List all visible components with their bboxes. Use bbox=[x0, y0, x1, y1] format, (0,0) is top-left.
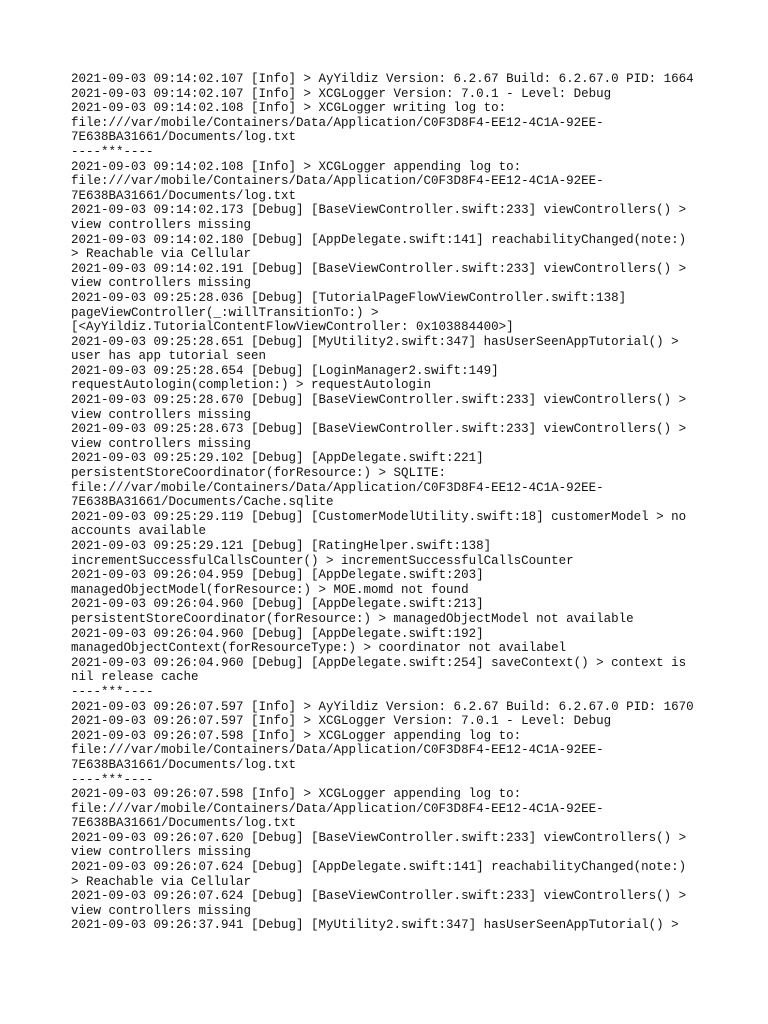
log-line: incrementSuccessfulCallsCounter() > incrementSuccessfulCallsCounter bbox=[71, 553, 574, 568]
log-line: 2021-09-03 09:25:28.673 [Debug] [BaseViewController.swift:233] viewControllers() > bbox=[71, 422, 687, 437]
log-text-block bbox=[71, 72, 711, 933]
log-line: view controllers missing bbox=[71, 276, 252, 291]
log-line: 7E638BA31661/Documents/Cache.sqlite bbox=[71, 495, 334, 510]
log-line: 2021-09-03 09:14:02.107 [Info] > AyYildiz Version: 6.2.67 Build: 6.2.67.0 PID: 1664 bbox=[71, 72, 694, 86]
log-line: managedObjectContext(forResourceType:) > coordinator not availabel bbox=[71, 641, 567, 656]
log-line: 2021-09-03 09:26:07.624 [Debug] [BaseViewController.swift:233] viewControllers() > bbox=[71, 889, 687, 904]
log-line: 2021-09-03 09:25:29.102 [Debug] [AppDelegate.swift:221] bbox=[71, 451, 484, 466]
log-line: 2021-09-03 09:25:28.654 [Debug] [LoginManager2.swift:149] bbox=[71, 363, 499, 378]
log-line: 7E638BA31661/Documents/log.txt bbox=[71, 757, 297, 772]
log-line: 2021-09-03 09:25:29.119 [Debug] [CustomerModelUtility.swift:18] customerModel > no bbox=[71, 509, 687, 524]
log-line: 2021-09-03 09:14:02.191 [Debug] [BaseViewController.swift:233] viewControllers() > bbox=[71, 261, 687, 276]
log-line: 2021-09-03 09:26:04.960 [Debug] [AppDelegate.swift:192] bbox=[71, 626, 484, 641]
log-line: file:///var/mobile/Containers/Data/Application/C0F3D8F4-EE12-4C1A-92EE- bbox=[71, 480, 604, 495]
log-line: > Reachable via Cellular bbox=[71, 247, 252, 262]
log-line: 2021-09-03 09:26:07.597 [Info] > XCGLogger Version: 7.0.1 - Level: Debug bbox=[71, 714, 612, 729]
log-line: 2021-09-03 09:14:02.180 [Debug] [AppDelegate.swift:141] reachabilityChanged(note:) bbox=[71, 232, 687, 247]
log-line: > Reachable via Cellular bbox=[71, 874, 252, 889]
log-line: managedObjectModel(forResource:) > MOE.momd not found bbox=[71, 582, 469, 597]
log-line: user has app tutorial seen bbox=[71, 349, 267, 364]
log-line: 2021-09-03 09:26:07.598 [Info] > XCGLogger appending log to: bbox=[71, 728, 522, 743]
log-line: view controllers missing bbox=[71, 436, 252, 451]
log-line: requestAutologin(completion:) > requestAutologin bbox=[71, 378, 432, 393]
log-line: 7E638BA31661/Documents/log.txt bbox=[71, 816, 297, 831]
log-line: 2021-09-03 09:26:07.620 [Debug] [BaseViewController.swift:233] viewControllers() > bbox=[71, 830, 687, 845]
log-line: accounts available bbox=[71, 524, 207, 539]
log-line: [<AyYildiz.TutorialContentFlowViewController: 0x103884400>] bbox=[71, 320, 514, 335]
log-line: 7E638BA31661/Documents/log.txt bbox=[71, 188, 297, 203]
log-line: file:///var/mobile/Containers/Data/Application/C0F3D8F4-EE12-4C1A-92EE- bbox=[71, 743, 604, 758]
log-line: 2021-09-03 09:14:02.108 [Info] > XCGLogger appending log to: bbox=[71, 159, 522, 174]
log-line: 7E638BA31661/Documents/log.txt bbox=[71, 130, 297, 145]
log-line: persistentStoreCoordinator(forResource:) > managedObjectModel not available bbox=[71, 611, 634, 626]
log-line: 2021-09-03 09:25:29.121 [Debug] [RatingHelper.swift:138] bbox=[71, 539, 492, 553]
log-line: 2021-09-03 09:26:04.959 [Debug] [AppDelegate.swift:203] bbox=[71, 568, 484, 583]
log-line: file:///var/mobile/Containers/Data/Application/C0F3D8F4-EE12-4C1A-92EE- bbox=[71, 801, 604, 816]
log-line: 2021-09-03 09:25:28.670 [Debug] [BaseViewController.swift:233] viewControllers() > bbox=[71, 393, 687, 408]
log-line: view controllers missing bbox=[71, 845, 252, 860]
log-line: 2021-09-03 09:25:28.036 [Debug] [TutorialPageFlowViewController.swift:138] bbox=[71, 290, 627, 305]
log-line: 2021-09-03 09:14:02.108 [Info] > XCGLogger writing log to: bbox=[71, 101, 507, 116]
log-line: view controllers missing bbox=[71, 407, 252, 422]
log-line: file:///var/mobile/Containers/Data/Application/C0F3D8F4-EE12-4C1A-92EE- bbox=[71, 115, 604, 130]
log-line: 2021-09-03 09:14:02.173 [Debug] [BaseViewController.swift:233] viewControllers() > bbox=[71, 203, 687, 218]
log-line: view controllers missing bbox=[71, 903, 252, 918]
log-line: 2021-09-03 09:26:37.941 [Debug] [MyUtility2.swift:347] hasUserSeenAppTutorial() > bbox=[71, 918, 679, 933]
log-line: view controllers missing bbox=[71, 217, 252, 232]
log-line: pageViewController(_:willTransitionTo:) > bbox=[71, 305, 379, 320]
log-line: 2021-09-03 09:26:04.960 [Debug] [AppDelegate.swift:213] bbox=[71, 597, 484, 612]
log-line: ----***---- bbox=[71, 144, 154, 159]
log-line: 2021-09-03 09:14:02.107 [Info] > XCGLogger Version: 7.0.1 - Level: Debug bbox=[71, 86, 612, 101]
log-line: 2021-09-03 09:25:28.651 [Debug] [MyUtility2.swift:347] hasUserSeenAppTutorial() > bbox=[71, 334, 679, 349]
log-line: nil release cache bbox=[71, 670, 199, 685]
log-line: ----***---- bbox=[71, 772, 154, 787]
log-line: 2021-09-03 09:26:04.960 [Debug] [AppDelegate.swift:254] saveContext() > context is bbox=[71, 655, 687, 670]
log-line: ----***---- bbox=[71, 684, 154, 699]
log-line: persistentStoreCoordinator(forResource:) > SQLITE: bbox=[71, 466, 447, 481]
log-line: 2021-09-03 09:26:07.624 [Debug] [AppDelegate.swift:141] reachabilityChanged(note:) bbox=[71, 860, 687, 875]
log-line: 2021-09-03 09:26:07.597 [Info] > AyYildiz Version: 6.2.67 Build: 6.2.67.0 PID: 1670 bbox=[71, 699, 694, 714]
log-line: file:///var/mobile/Containers/Data/Application/C0F3D8F4-EE12-4C1A-92EE- bbox=[71, 174, 604, 189]
log-line: 2021-09-03 09:26:07.598 [Info] > XCGLogger appending log to: bbox=[71, 787, 522, 802]
